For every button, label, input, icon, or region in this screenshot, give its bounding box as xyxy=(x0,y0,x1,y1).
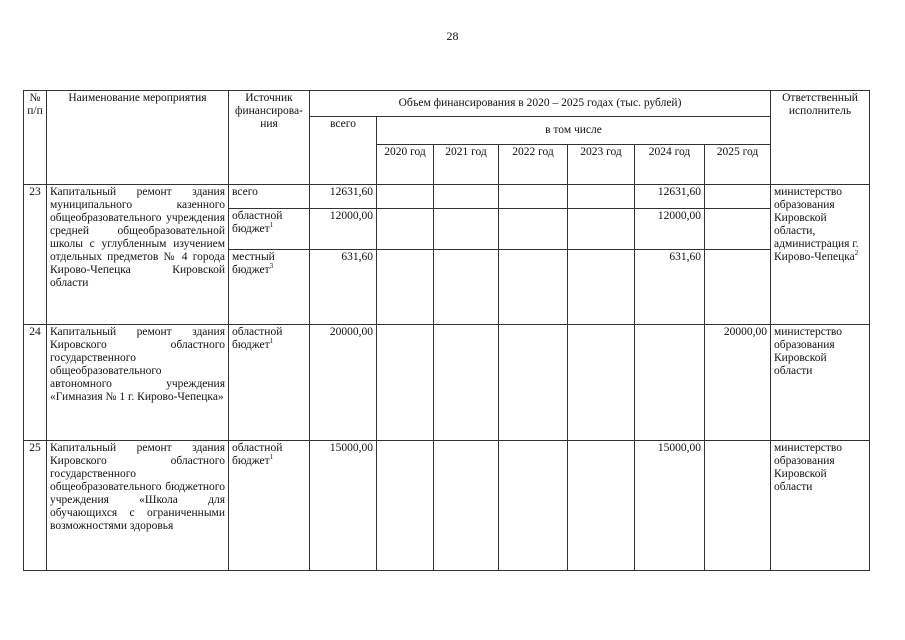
table-row xyxy=(24,325,870,441)
header-year-2022: 2022 год xyxy=(499,145,568,185)
row-2024: 631,60 xyxy=(635,250,705,325)
header-year-2023: 2023 год xyxy=(568,145,635,185)
row-total: 631,60 xyxy=(310,250,377,325)
row-responsible: министерство образования Кировской области xyxy=(771,441,870,571)
row-total: 15000,00 xyxy=(310,441,377,571)
row-total: 20000,00 xyxy=(310,325,377,441)
header-year-2020: 2020 год xyxy=(377,145,434,185)
row-name: Капитальный ремонт здания Кировского областного государственного общеобразовательного автономного учреждения «Гимназия № 1 г. Кирово-Чепецка» xyxy=(47,325,229,441)
row-2025: 20000,00 xyxy=(705,325,771,441)
header-num: № п/п xyxy=(24,91,47,185)
footnote-mark: 1 xyxy=(269,337,274,346)
footnote-mark: 1 xyxy=(269,453,274,462)
table-row xyxy=(24,441,870,571)
row-source: местный бюджет$^3$ xyxy=(229,250,310,325)
row-source: областной бюджет$^1$ xyxy=(229,325,310,441)
header-including: в том числе xyxy=(377,117,771,145)
row-total: 12631,60 xyxy=(310,185,377,209)
row-responsible: министерство образования Кировской области xyxy=(771,325,870,441)
row-source: областной бюджет$^1$ xyxy=(229,209,310,250)
row-num: 24 xyxy=(24,325,47,441)
row-total: 12000,00 xyxy=(310,209,377,250)
row-2024: 12000,00 xyxy=(635,209,705,250)
header-year-2025: 2025 год xyxy=(705,145,771,185)
row-source: всего xyxy=(229,185,310,209)
row-num: 23 xyxy=(24,185,47,325)
header-source: Источник финансирова-ния xyxy=(229,91,310,185)
header-year-2021: 2021 год xyxy=(434,145,499,185)
header-year-2024: 2024 год xyxy=(635,145,705,185)
footnote-mark: 1 xyxy=(269,221,274,230)
header-name: Наименование мероприятия xyxy=(47,91,229,185)
table-row xyxy=(24,185,870,209)
row-2024: 12631,60 xyxy=(635,185,705,209)
row-num: 25 xyxy=(24,441,47,571)
footnote-mark: 3 xyxy=(269,262,274,271)
header-responsible: Ответственный исполнитель xyxy=(771,91,870,185)
row-2024: 15000,00 xyxy=(635,441,705,571)
footnote-mark: 2 xyxy=(854,249,859,258)
row-responsible: министерство образования Кировской области, администрация г. Кирово-Чепецка$^2$ xyxy=(771,185,870,325)
financing-table xyxy=(23,90,870,571)
page-number: 28 xyxy=(446,29,459,43)
header-total: всего xyxy=(310,117,377,185)
row-source: областной бюджет$^1$ xyxy=(229,441,310,571)
row-name: Капитальный ремонт здания Кировского областного государственного общеобразовательного бюджетного учреждения «Школа для обучающихся с ограниченными возможностями здоровья xyxy=(47,441,229,571)
row-name: Капитальный ремонт здания муниципального казенного общеобразовательного учреждения средней общеобразовательной школы с углубленным изучением отдельных предметов № 4 города Кирово-Чепецка Кировской области xyxy=(47,185,229,325)
header-volume: Объем финансирования в 2020 – 2025 годах (тыс. рублей) xyxy=(310,91,771,117)
